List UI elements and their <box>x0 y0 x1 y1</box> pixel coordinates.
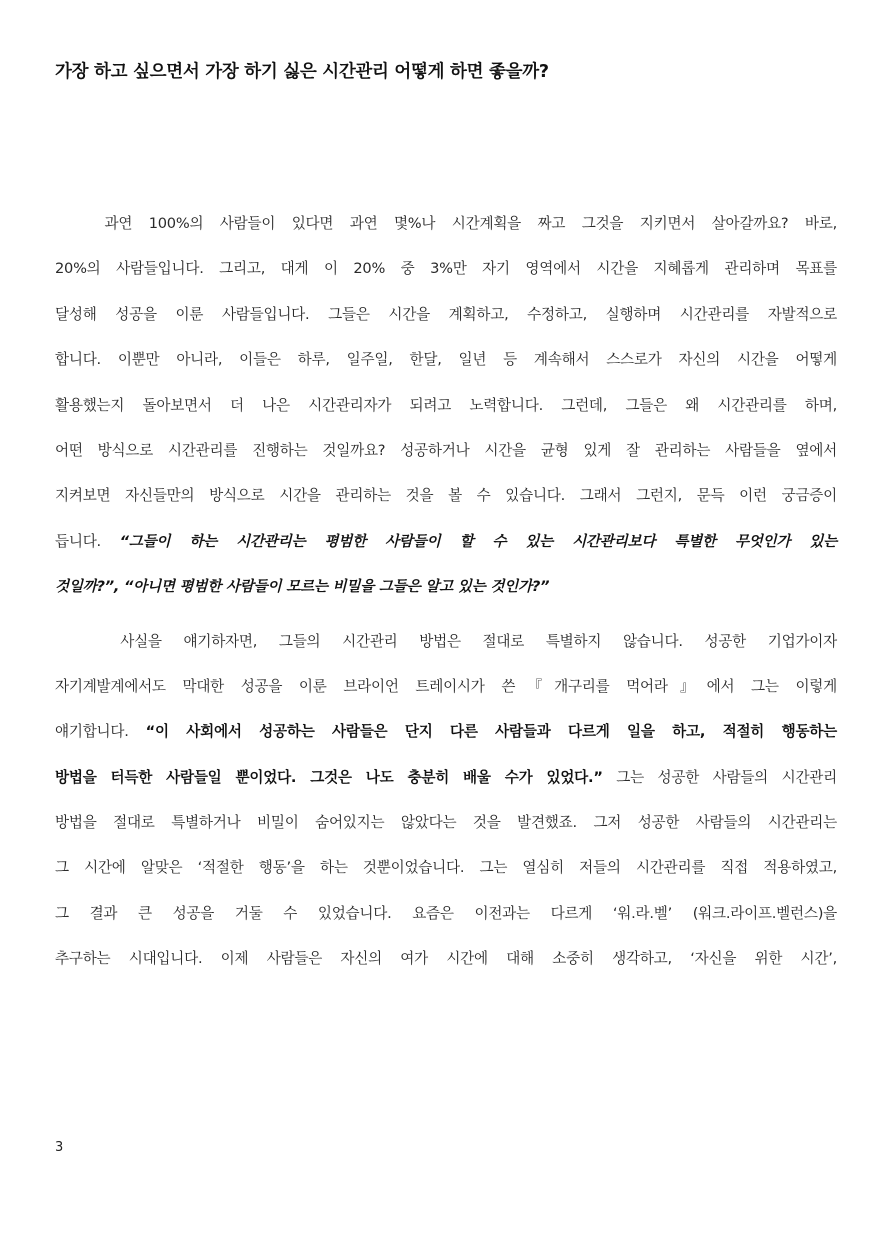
paragraph-2-line-2: 자기계발계에서도 막대한 성공을 이룬 브라이언 트레이시가 쓴『개구리를 먹어라』에서 그는 이렇게 <box>55 677 837 695</box>
paragraph-1-line-5: 활용했는지 돌아보면서 더 나은 시간관리자가 되려고 노력합니다. 그런데, 그들은 왜 시간관리를 하며, <box>55 396 837 414</box>
paragraph-2-line-3 <box>55 709 837 754</box>
paragraph-1-line-8 <box>55 519 837 564</box>
paragraph-1-line-8-text: 듭니다. <box>55 532 101 550</box>
paragraph-1-line-7: 지켜보면 자신들만의 방식으로 시간을 관리하는 것을 볼 수 있습니다. 그래서 그런지, 문득 이런 궁금증이 <box>55 487 837 505</box>
body-text <box>55 201 837 982</box>
paragraph-2-line-4 <box>55 755 837 800</box>
paragraph-2-line-5: 방법을 절대로 특별하거나 비밀이 숨어있지는 않았다는 것을 발견했죠. 그저 성공한 사람들의 시간관리는 <box>55 814 837 832</box>
paragraph-2-line-3-text: 얘기합니다. <box>55 723 129 741</box>
paragraph-spacer <box>55 610 837 619</box>
quote-brian-tracy-part-1: “이 사회에서 성공하는 사람들은 단지 다른 사람들과 다르게 일을 하고, 적절히 행동하는 <box>145 723 837 741</box>
paragraph-2-line-6: 그 시간에 알맞은 ‘적절한 행동’을 하는 것뿐이었습니다. 그는 열심히 저들의 시간관리를 직접 적용하였고, <box>55 859 837 877</box>
paragraph-1-line-6: 어떤 방식으로 시간관리를 진행하는 것일까요? 성공하거나 시간을 균형 있게 잘 관리하는 사람들을 옆에서 <box>55 441 837 459</box>
paragraph-2-line-7: 그 결과 큰 성공을 거둘 수 있었습니다. 요즘은 이전과는 다르게 ‘워.라.벨’ (워크.라이프.벨런스)을 <box>55 904 837 922</box>
paragraph-1-line-1 <box>55 201 837 246</box>
paragraph-1-line-4: 합니다. 이뿐만 아니라, 이들은 하루, 일주일, 한달, 일년 등 계속해서 스스로가 자신의 시간을 어떻게 <box>55 351 837 369</box>
paragraph-2-line-4-text: 그는 성공한 사람들의 시간관리 <box>616 768 837 786</box>
quote-brian-tracy-part-2: 방법을 터득한 사람들일 뿐이었다. 그것은 나도 충분히 배울 수가 있었다.” <box>55 768 603 786</box>
paragraph-1-line-1-text: 과연 100%의 사람들이 있다면 과연 몇%나 시간계획을 짜고 그것을 지키면서 살아갈까요? 바로, <box>104 215 838 232</box>
paragraph-1-line-3: 달성해 성공을 이룬 사람들입니다. 그들은 시간을 계획하고, 수정하고, 실행하며 시간관리를 자발적으로 <box>55 305 837 323</box>
paragraph-1-line-2: 20%의 사람들입니다. 그리고, 대게 이 20% 중 3%만 자기 영역에서 시간을 지혜롭게 관리하며 목표를 <box>55 260 837 278</box>
paragraph-2-line-8: 추구하는 시대입니다. 이제 사람들은 자신의 여가 시간에 대해 소중히 생각하고, ‘자신을 위한 시간’, <box>55 950 837 968</box>
paragraph-1-line-9 <box>55 564 837 609</box>
page-number: 3 <box>55 1140 64 1155</box>
quote-question-2: 것일까?”, “아니면 평범한 사람들이 모르는 비밀을 그들은 알고 있는 것인가?” <box>55 578 550 596</box>
quote-question-1: “그들이 하는 시간관리는 평범한 사람들이 할 수 있는 시간관리보다 특별한 무엇인가 있는 <box>119 532 838 550</box>
paragraph-2-line-1-text: 사실을 얘기하자면, 그들의 시간관리 방법은 절대로 특별하지 않습니다. 성공한 기업가이자 <box>120 632 837 650</box>
page-title: 가장 하고 싶으면서 가장 하기 싫은 시간관리 어떻게 하면 좋을까? <box>55 62 549 82</box>
paragraph-2-line-1 <box>55 619 837 664</box>
